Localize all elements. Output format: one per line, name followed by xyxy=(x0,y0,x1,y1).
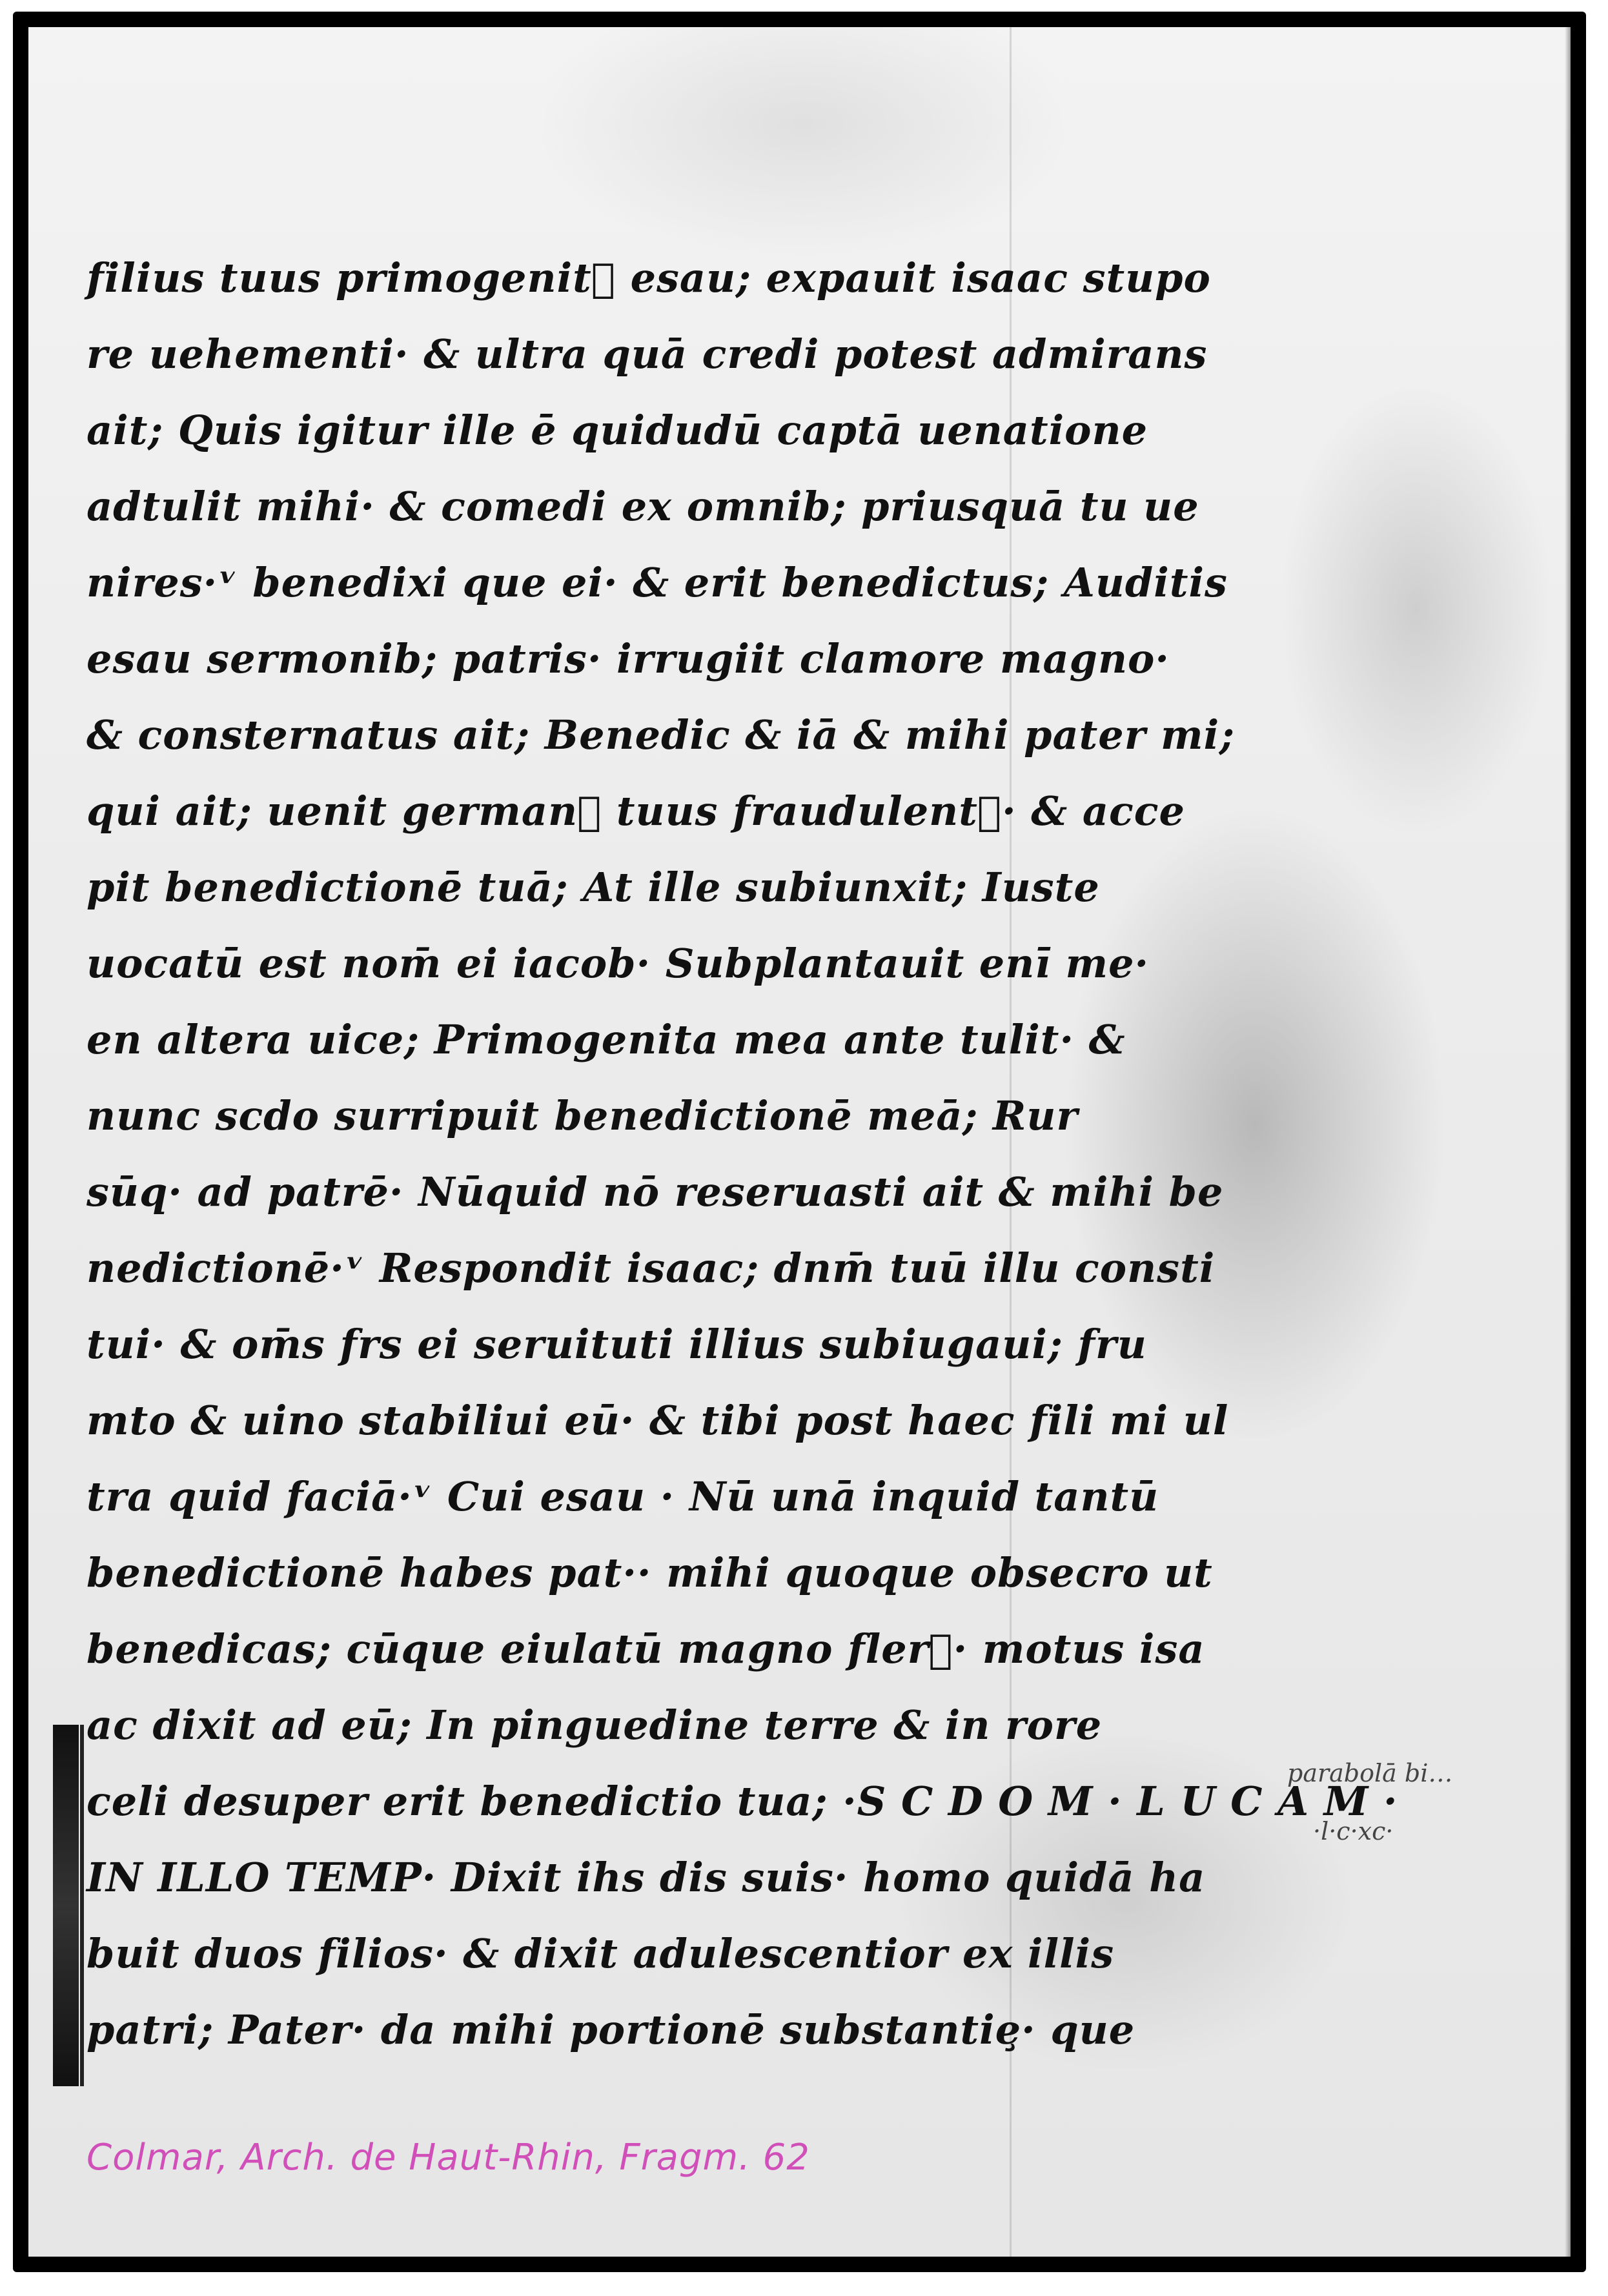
decorated-initial-rule xyxy=(80,1725,84,2086)
text-line: filius tuus primogenit᷑ esau; expauit isaac stupo xyxy=(87,254,1211,301)
text-line: celi desuper erit benedictio tua; ·S C D O M · L U C A M · xyxy=(87,1778,1398,1825)
margin-gloss-line: ·l·c·xc· xyxy=(1313,1817,1394,1845)
archive-caption: Colmar, Arch. de Haut-Rhin, Fragm. 62 xyxy=(87,2137,810,2179)
text-line: patri; Pater· da mihi portionē substantiȩ· que xyxy=(87,2006,1135,2053)
photo-frame xyxy=(13,12,1586,2272)
text-line: nires·ᵛ benedixi que ei· & erit benedictus; Auditis xyxy=(87,559,1228,606)
text-line: esau sermonib; patris· irrugiit clamore magno· xyxy=(87,635,1170,682)
text-line: pit benedictionē tuā; At ille subiunxit; Iuste xyxy=(87,864,1100,911)
text-line: benedictionē habes pat·· mihi quoque obsecro ut xyxy=(87,1549,1213,1596)
text-line: nedictionē·ᵛ Respondit isaac; dnm̄ tuū illu consti xyxy=(87,1245,1216,1292)
text-line: re uehementi· & ultra quā credi potest admirans xyxy=(87,330,1208,378)
text-line: buit duos filios· & dixit adulescentior ex illis xyxy=(87,1930,1115,1977)
text-line: tra quid faciā·ᵛ Cui esau · Nū unā inquid tantū xyxy=(87,1473,1159,1520)
text-line: adtulit mihi· & comedi ex omnib; priusquā tu ue xyxy=(87,483,1199,530)
decorated-initial-bar xyxy=(53,1725,79,2086)
text-line: benedicas; cūque eiulatū magno flerᷣ· motus isa xyxy=(87,1625,1205,1672)
text-line: mto & uino stabiliui eū· & tibi post haec fili mi ul xyxy=(87,1397,1229,1444)
text-line: & consternatus ait; Benedic & iā & mihi pater mi; xyxy=(87,711,1236,758)
text-line: nunc scdo surripuit benedictionē meā; Rur xyxy=(87,1092,1079,1139)
leaf-edge-shadow xyxy=(1565,27,1571,2257)
margin-gloss xyxy=(1287,1744,1558,1860)
text-line: IN ILLO TEMP· Dixit ihs dis suis· homo quidā ha xyxy=(87,1854,1206,1901)
text-line: uocatū est nom̄ ei iacob· Subplantauit enī me· xyxy=(87,940,1150,987)
text-line: qui ait; uenit germanᷣ tuus fraudulent᷑· & acce xyxy=(87,787,1185,835)
text-line: ac dixit ad eū; In pinguedine terre & in rore xyxy=(87,1702,1103,1749)
text-line: ait; Quis igitur ille ē quidudū captā uenatione xyxy=(87,407,1148,454)
text-line: en altera uice; Primogenita mea ante tulit· & xyxy=(87,1016,1126,1063)
manuscript-leaf xyxy=(28,27,1571,2257)
margin-gloss-line: parabolā bi… xyxy=(1287,1759,1453,1787)
text-line: sūq· ad patrē· Nūquid nō reseruasti ait & mihi be xyxy=(87,1168,1224,1215)
text-line: tui· & om̄s frs ei seruituti illius subiugaui; fru xyxy=(87,1321,1147,1368)
